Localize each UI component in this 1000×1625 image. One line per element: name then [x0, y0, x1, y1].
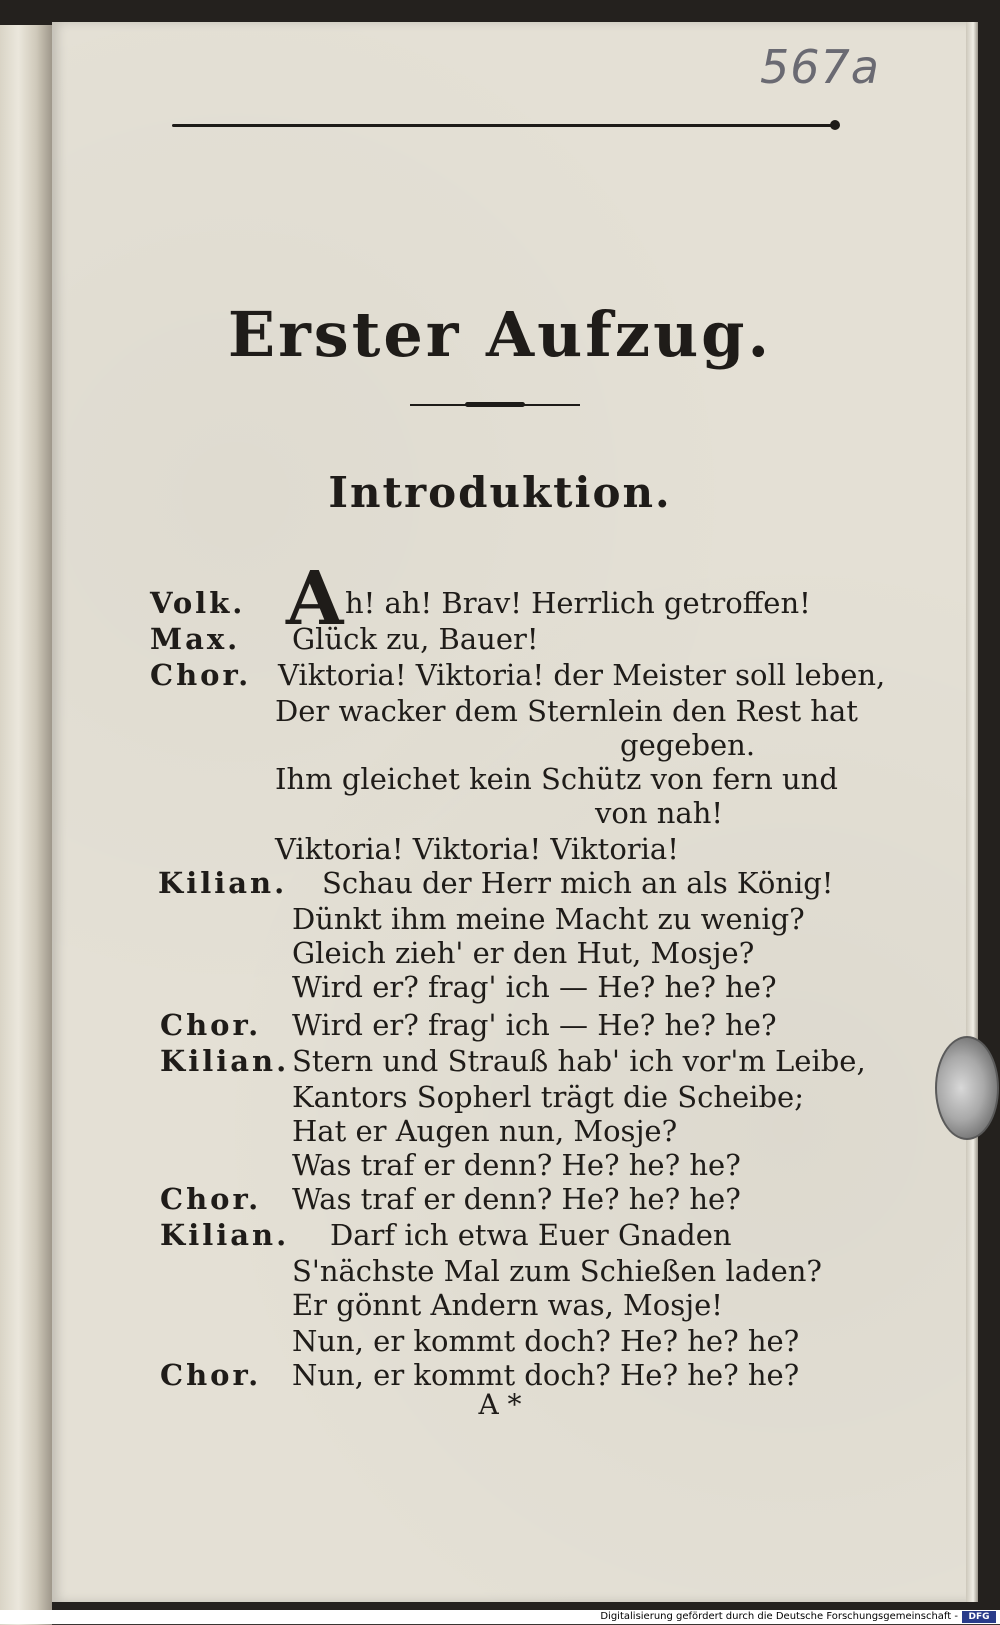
line-text: Stern und Strauß hab' ich vor'm Leibe, — [292, 1044, 866, 1078]
line-text: S'nächste Mal zum Schießen laden? — [292, 1254, 822, 1288]
dfg-logo: DFG — [962, 1611, 996, 1623]
signature-mark: A * — [478, 1388, 522, 1421]
line-text: Schau der Herr mich an als König! — [322, 866, 834, 900]
shelfmark: 567a — [760, 40, 880, 94]
line-text: Was traf er denn? He? he? he? — [292, 1182, 741, 1216]
line-text: Was traf er denn? He? he? he? — [292, 1148, 741, 1182]
line-text: Er gönnt Andern was, Mosje! — [292, 1288, 723, 1322]
line-text: Glück zu, Bauer! — [292, 622, 539, 656]
speaker-name: Kilian. — [158, 866, 288, 900]
page-edge — [966, 22, 978, 1602]
speaker-name: Kilian. — [160, 1218, 290, 1252]
line-text: Ihm gleichet kein Schütz von fern und — [275, 762, 838, 796]
page-title: Erster Aufzug. — [227, 298, 773, 371]
line-text: Darf ich etwa Euer Gnaden — [330, 1218, 732, 1252]
line-text: h! ah! Brav! Herrlich getroffen! — [345, 586, 811, 620]
line-text: Viktoria! Viktoria! der Meister soll leben, — [278, 658, 886, 692]
speaker-name: Chor. — [160, 1182, 262, 1216]
line-text: Der wacker dem Sternlein den Rest hat — [275, 694, 858, 728]
line-text: Nun, er kommt doch? He? he? he? — [292, 1324, 800, 1358]
top-rule — [172, 124, 832, 127]
line-text: Wird er? frag' ich — He? he? he? — [292, 970, 777, 1004]
speaker-name: Kilian. — [160, 1044, 290, 1078]
line-text: Nun, er kommt doch? He? he? he? — [292, 1358, 800, 1392]
speaker-name: Max. — [150, 622, 241, 656]
speaker-name: Chor. — [160, 1358, 262, 1392]
section-heading: Introduktion. — [328, 468, 672, 517]
drop-cap: A — [286, 556, 344, 642]
book-spine — [0, 25, 52, 1625]
line-text: Wird er? frag' ich — He? he? he? — [292, 1008, 777, 1042]
line-text: Dünkt ihm meine Macht zu wenig? — [292, 902, 805, 936]
line-text: Hat er Augen nun, Mosje? — [292, 1114, 678, 1148]
title-divider — [410, 404, 580, 406]
line-text: gegeben. — [620, 728, 756, 762]
line-text: von nah! — [595, 796, 724, 830]
line-text: Gleich zieh' er den Hut, Mosje? — [292, 936, 755, 970]
speaker-name: Chor. — [160, 1008, 262, 1042]
footer-credit: Digitalisierung gefördert durch die Deutsche Forschungsgemeinschaft - — [600, 1611, 958, 1622]
speaker-name: Volk. — [150, 586, 246, 620]
speaker-name: Chor. — [150, 658, 252, 692]
line-text: Kantors Sopherl trägt die Scheibe; — [292, 1080, 804, 1114]
line-text: Viktoria! Viktoria! Viktoria! — [275, 832, 679, 866]
page-clip — [935, 1036, 999, 1140]
